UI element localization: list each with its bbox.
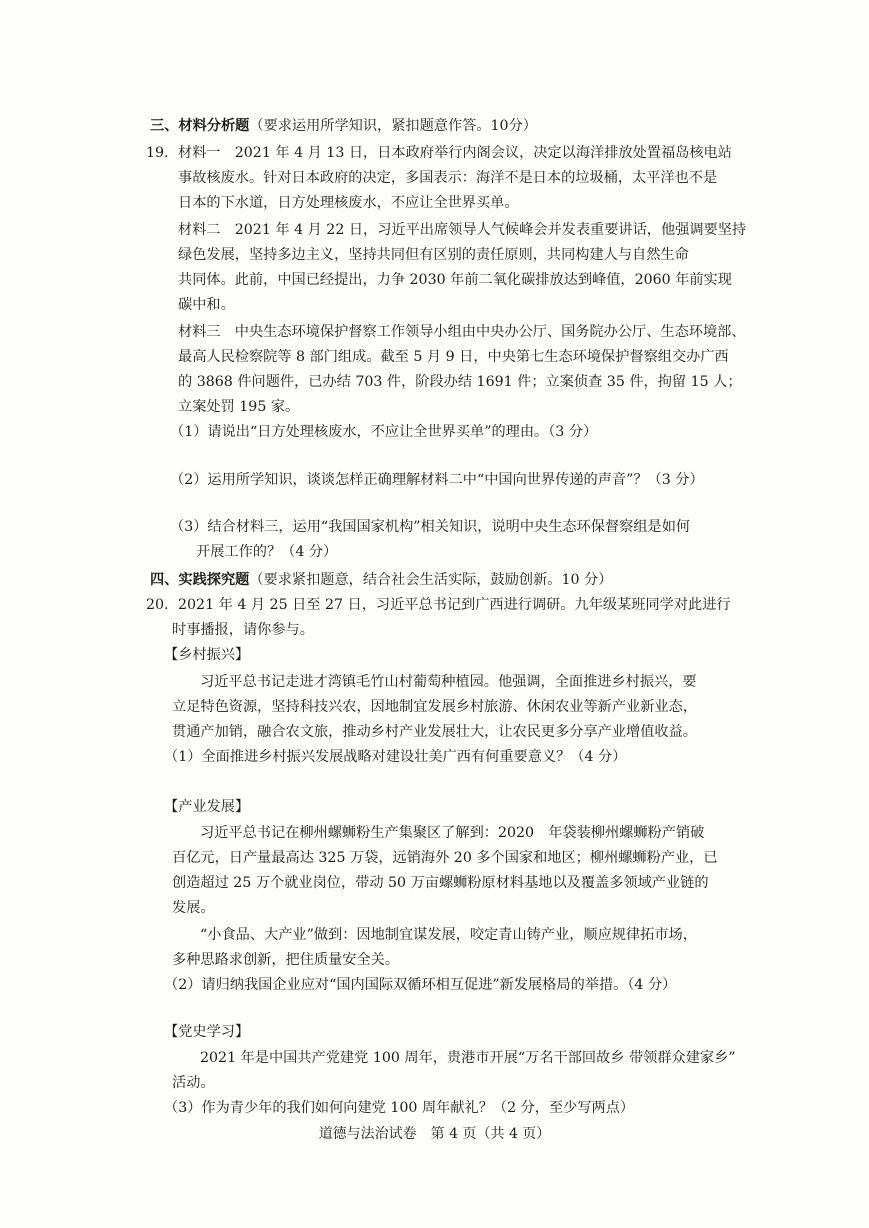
q20-party-history-text: 2021 年是中国共产党建党 100 周年，贵港市开展“万名干部回故乡 带领群众建家乡”: [200, 1050, 736, 1066]
q19-material-3-line: 立案处罚 195 家。: [178, 399, 300, 415]
q19-number: 19.: [146, 145, 169, 161]
q19-material-3-line: 材料三 中央生态环境保护督察工作领导小组由中央办公厅、国务院办公厅、生态环境部、: [178, 324, 746, 340]
q20-number: 20.: [146, 597, 169, 613]
q20-industry-text: 百亿元，日产量最高达 325 万袋，远销海外 20 多个国家和地区；柳州螺蛳粉产业，已: [172, 850, 718, 866]
q20-intro-line: 2021 年 4 月 25 日至 27 日，习近平总书记到广西进行调研。九年级某班同学对此进行: [178, 597, 731, 613]
q19-sub-question-3-cont: 开展工作的？（4 分）: [196, 544, 338, 560]
q19-sub-question-1: （1）请说出“日方处理核废水，不应让全世界买单”的理由。（3 分）: [170, 424, 598, 440]
q20-rural-revival-text: 习近平总书记走进才湾镇毛竹山村葡萄种植园。他强调，全面推进乡村振兴，要: [200, 674, 697, 690]
section-3-title: 三、材料分析题: [150, 118, 250, 134]
q19-material-1-line: 事故核废水。针对日本政府的决定，多国表示：海洋不是日本的垃圾桶，太平洋也不是: [178, 170, 718, 186]
q20-industry-text-2: “小食品、大产业”做到：因地制宜谋发展，咬定青山铸产业，顺应规律拓市场，: [200, 927, 697, 943]
q20-party-history-title: 【党史学习】: [164, 1024, 250, 1040]
section-3-heading: [150, 116, 537, 136]
q20-industry-title: 【产业发展】: [164, 799, 250, 815]
q19-material-1-line: 日本的下水道，日方处理核废水，不应让全世界买单。: [178, 195, 519, 211]
section-4-note: （要求紧扣题意，结合社会生活实际，鼓励创新。10 分）: [249, 572, 613, 588]
page-footer: 道德与法治试卷 第 4 页（共 4 页）: [318, 1126, 551, 1142]
section-4-title: 四、实践探究题: [150, 572, 250, 588]
q20-party-history-text: 活动。: [172, 1075, 215, 1091]
q19-material-1-line: 材料一 2021 年 4 月 13 日，日本政府举行内阁会议，决定以海洋排放处置福岛核电站: [178, 145, 732, 161]
section-4-heading: [150, 570, 612, 590]
q20-sub-question-3: （3）作为青少年的我们如何向建党 100 周年献礼？（2 分，至少写两点）: [164, 1100, 635, 1116]
q19-material-2-line: 绿色发展，坚持多边主义，坚持共同但有区别的责任原则，共同构建人与自然生命: [178, 247, 689, 263]
q20-sub-question-2: （2）请归纳我国企业应对“国内国际双循环相互促进”新发展格局的举措。（4 分）: [164, 977, 677, 993]
q20-industry-text-2: 多种思路求创新，把住质量安全关。: [172, 952, 400, 968]
q19-material-3-line: 最高人民检察院等 8 部门组成。截至 5 月 9 日，中央第七生态环境保护督察组交办广西: [178, 349, 729, 365]
q19-sub-question-2: （2）运用所学知识，谈谈怎样正确理解材料二中“中国向世界传递的声音”？（3 分）: [170, 472, 704, 488]
q19-material-2-line: 碳中和。: [178, 297, 235, 313]
q20-industry-text: 发展。: [172, 900, 215, 916]
q20-rural-revival-title: 【乡村振兴】: [164, 647, 250, 663]
q20-sub-question-1: （1）全面推进乡村振兴发展战略对建设壮美广西有何重要意义？（4 分）: [164, 749, 627, 765]
q20-intro-line: 时事播报，请你参与。: [172, 622, 314, 638]
q20-rural-revival-text: 贯通产加销，融合农文旅，推动乡村产业发展壮大，让农民更多分享产业增值收益。: [172, 724, 697, 740]
q19-material-3-line: 的 3868 件问题件，已办结 703 件，阶段办结 1691 件；立案侦查 35 件，拘留 15 人；: [178, 374, 742, 390]
q20-rural-revival-text: 立足特色资源，坚持科技兴农，因地制宜发展乡村旅游、休闲农业等新产业新业态，: [172, 699, 697, 715]
q19-material-2-line: 共同体。此前，中国已经提出，力争 2030 年前二氧化碳排放达到峰值，2060 年前实现: [178, 272, 732, 288]
section-3-note: （要求运用所学知识，紧扣题意作答。10分）: [249, 118, 537, 134]
q20-industry-text: 创造超过 25 万个就业岗位，带动 50 万亩螺蛳粉原材料基地以及覆盖多领域产业链的: [172, 875, 709, 891]
q19-material-2-line: 材料二 2021 年 4 月 22 日，习近平出席领导人气候峰会并发表重要讲话，他强调要坚持: [178, 222, 747, 238]
q20-industry-text: 习近平总书记在柳州螺蛳粉生产集聚区了解到：2020 年袋装柳州螺蛳粉产销破: [200, 825, 705, 841]
q19-sub-question-3: （3）结合材料三，运用“我国国家机构”相关知识，说明中央生态环保督察组是如何: [170, 519, 691, 535]
